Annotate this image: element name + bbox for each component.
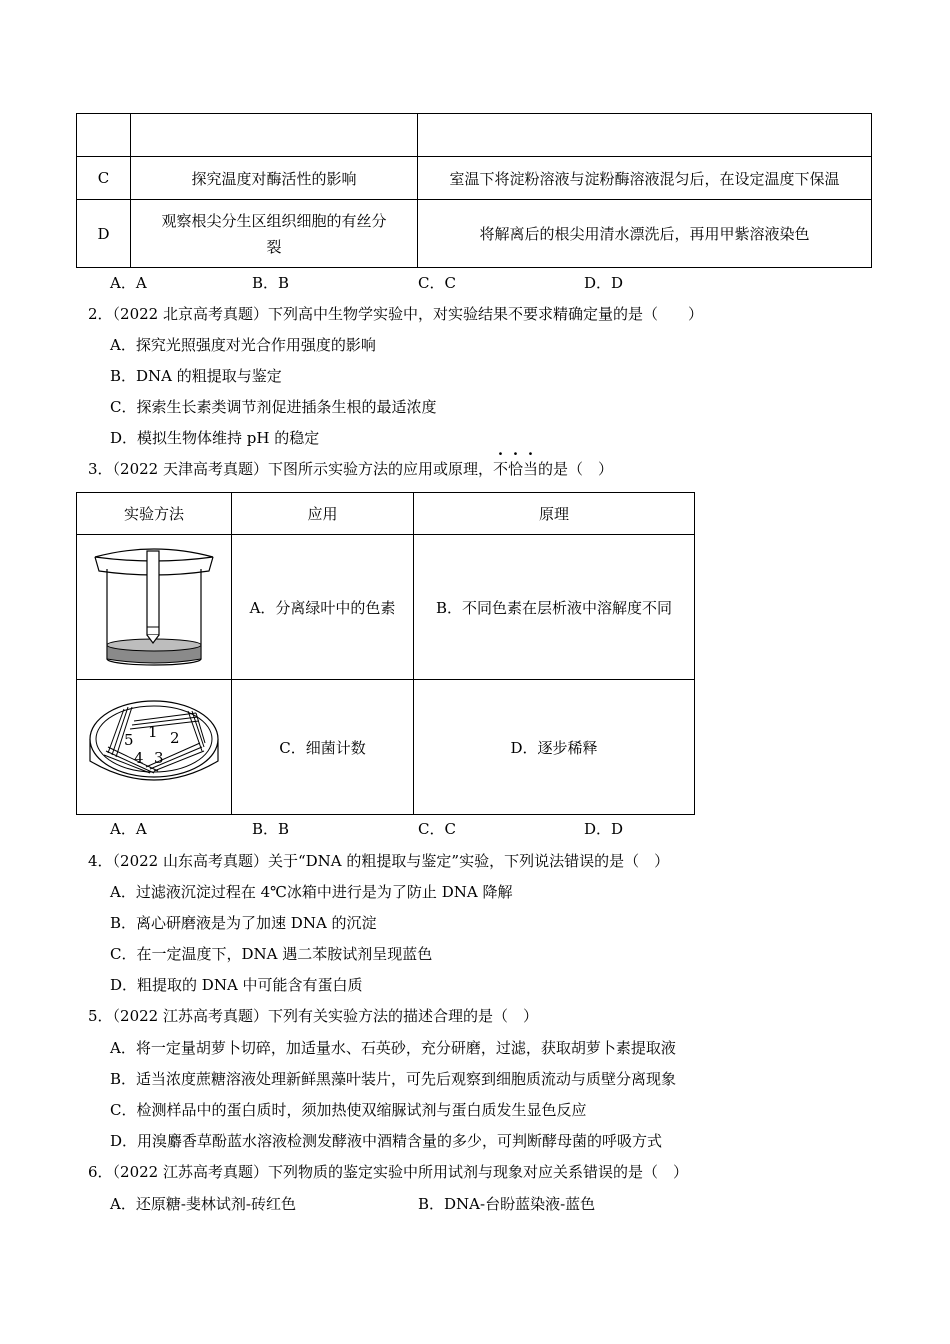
table-row bbox=[77, 535, 695, 680]
experiment-table-1 bbox=[76, 113, 872, 268]
stem-text: 的是（ ） bbox=[538, 460, 614, 478]
streak-plate-figure-cell bbox=[77, 680, 232, 815]
streak-plate-icon bbox=[84, 687, 224, 803]
q4-option-b[interactable]: B．离心研磨液是为了加速 DNA 的沉淀 bbox=[110, 914, 377, 932]
principle-cell: B．不同色素在层析液中溶解度不同 bbox=[414, 535, 695, 680]
q3-choice-d[interactable]: D．D bbox=[584, 820, 624, 838]
table-cell: 观察根尖分生区组织细胞的有丝分裂 bbox=[131, 200, 418, 268]
q2-option-c[interactable]: C．探索生长素类调节剂促进插条生根的最适浓度 bbox=[110, 398, 437, 416]
table-row bbox=[77, 157, 872, 200]
q5-option-a[interactable]: A．将一定量胡萝卜切碎，加适量水、石英砂，充分研磨，过滤，获取胡萝卜素提取液 bbox=[110, 1039, 676, 1057]
question-2-stem: 2．（2022 北京高考真题）下列高中生物学实验中，对实验结果不要求精确定量的是（ ） bbox=[88, 305, 703, 323]
plate-number: 5 bbox=[124, 731, 134, 749]
q2-option-b[interactable]: B．DNA 的粗提取与鉴定 bbox=[110, 367, 282, 385]
plate-number: 3 bbox=[154, 749, 164, 767]
plate-number: 2 bbox=[170, 729, 180, 747]
header-application: 应用 bbox=[232, 493, 414, 535]
table-cell bbox=[418, 114, 872, 157]
plate-number: 1 bbox=[148, 723, 158, 741]
choice-c[interactable]: C．C bbox=[418, 274, 456, 292]
q5-option-d[interactable]: D．用溴麝香草酚蓝水溶液检测发酵液中酒精含量的多少，可判断酵母菌的呼吸方式 bbox=[110, 1132, 663, 1150]
emphasis-char: 不 bbox=[493, 460, 509, 478]
q2-option-d[interactable]: D．模拟生物体维持 pH 的稳定 bbox=[110, 429, 320, 447]
table-cell bbox=[131, 114, 418, 157]
q2-option-a[interactable]: A．探究光照强度对光合作用强度的影响 bbox=[110, 336, 376, 354]
q5-option-b[interactable]: B．适当浓度蔗糖溶液处理新鲜黑藻叶装片，可先后观察到细胞质流动与质壁分离现象 bbox=[110, 1070, 677, 1088]
chromatography-beaker-icon bbox=[89, 541, 219, 669]
question-4-stem: 4．（2022 山东高考真题）关于“DNA 的粗提取与鉴定”实验，下列说法错误的是（ ） bbox=[88, 852, 670, 870]
question-6-stem: 6．（2022 江苏高考真题）下列物质的鉴定实验中所用试剂与现象对应关系错误的是（ ） bbox=[88, 1163, 688, 1181]
chromatography-figure-cell bbox=[77, 535, 232, 680]
q3-choice-c[interactable]: C．C bbox=[418, 820, 456, 838]
table-cell: C bbox=[77, 157, 131, 200]
table-cell: 室温下将淀粉溶液与淀粉酶溶液混匀后，在设定温度下保温 bbox=[418, 157, 872, 200]
application-cell: C．细菌计数 bbox=[232, 680, 414, 815]
header-method: 实验方法 bbox=[77, 493, 232, 535]
experiment-table-2 bbox=[76, 492, 695, 815]
q5-option-c[interactable]: C．检测样品中的蛋白质时，须加热使双缩脲试剂与蛋白质发生显色反应 bbox=[110, 1101, 587, 1119]
table-cell: 将解离后的根尖用清水漂洗后，再用甲紫溶液染色 bbox=[418, 200, 872, 268]
emphasis-char: 当 bbox=[523, 460, 539, 478]
question-5-stem: 5．（2022 江苏高考真题）下列有关实验方法的描述合理的是（ ） bbox=[88, 1007, 538, 1025]
emphasis-char: 恰 bbox=[508, 460, 524, 478]
q3-choice-b[interactable]: B．B bbox=[252, 820, 290, 838]
table-cell: D bbox=[77, 200, 131, 268]
table-row bbox=[77, 200, 872, 268]
choice-d[interactable]: D．D bbox=[584, 274, 624, 292]
stem-text: 3．（2022 天津高考真题）下图所示实验方法的应用或原理， bbox=[88, 460, 493, 478]
q4-option-d[interactable]: D．粗提取的 DNA 中可能含有蛋白质 bbox=[110, 976, 363, 994]
choice-b[interactable]: B．B bbox=[252, 274, 290, 292]
table-row bbox=[77, 680, 695, 815]
q4-option-c[interactable]: C．在一定温度下，DNA 遇二苯胺试剂呈现蓝色 bbox=[110, 945, 433, 963]
header-principle: 原理 bbox=[414, 493, 695, 535]
q3-choice-a[interactable]: A．A bbox=[110, 820, 147, 838]
choice-a[interactable]: A．A bbox=[110, 274, 147, 292]
application-cell: A．分离绿叶中的色素 bbox=[232, 535, 414, 680]
principle-cell: D．逐步稀释 bbox=[414, 680, 695, 815]
q6-option-b[interactable]: B．DNA-台盼蓝染液-蓝色 bbox=[418, 1195, 596, 1213]
table-cell: 探究温度对酶活性的影响 bbox=[131, 157, 418, 200]
plate-number: 4 bbox=[134, 749, 144, 767]
q4-option-a[interactable]: A．过滤液沉淀过程在 4℃冰箱中进行是为了防止 DNA 降解 bbox=[110, 883, 513, 901]
table-row bbox=[77, 114, 872, 157]
q6-option-a[interactable]: A．还原糖-斐林试剂-砖红色 bbox=[110, 1195, 296, 1213]
question-3-stem bbox=[88, 458, 613, 479]
table-header-row bbox=[77, 493, 695, 535]
table-cell bbox=[77, 114, 131, 157]
